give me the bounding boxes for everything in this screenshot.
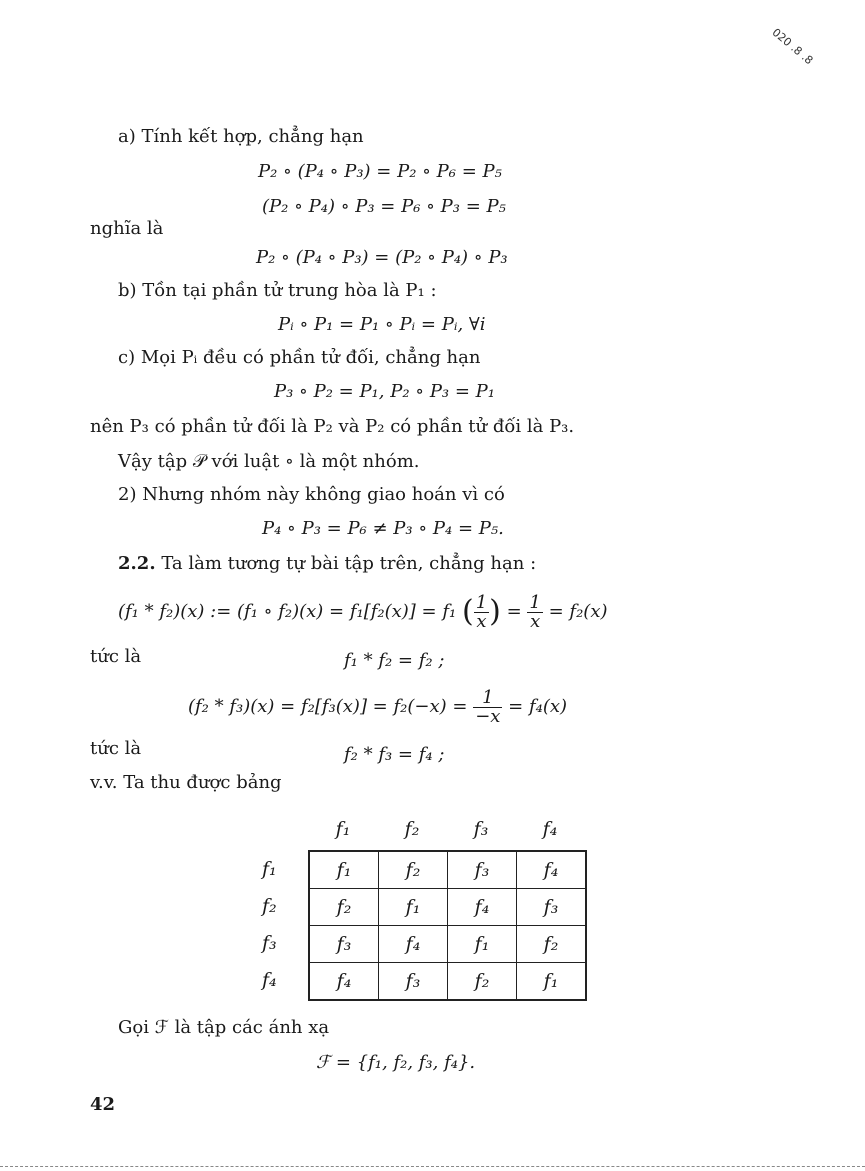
equation-f2-f3-lhs: (f₂ * f₃)(x) = f₂[f₃(x)] = f₂(−x) = (188, 696, 468, 717)
text-tuc-la-2: tức là (90, 738, 142, 759)
equation-set-f: ℱ = {f₁, f₂, f₃, f₄}. (316, 1052, 476, 1073)
table-cell: f₁ (517, 963, 587, 1001)
numerator: 1 (475, 591, 488, 613)
table-cell: f₄ (379, 926, 448, 963)
equation-f2-f3 (188, 685, 567, 729)
table-row (309, 926, 586, 963)
table-cell: f₂ (448, 963, 517, 1001)
item-c-intro: c) Mọi Pᵢ đều có phần tử đối, chẳng hạn (118, 347, 481, 368)
table-cell: f₂ (379, 851, 448, 889)
table-row-header: f₃ (262, 932, 277, 954)
table-cell: f₄ (309, 963, 379, 1001)
numerator: 1 (529, 591, 541, 613)
table-cell: f₃ (517, 889, 587, 926)
numerator: 1 (473, 689, 502, 708)
fraction-1-over-minus-x (473, 686, 502, 727)
equation-b: Pᵢ ∘ P₁ = P₁ ∘ Pᵢ = Pᵢ, ∀i (278, 314, 486, 335)
exercise-label: 2.2. (118, 553, 156, 574)
table-row-header: f₂ (262, 895, 277, 917)
equation-f2-f3-rhs: = f₄(x) (508, 696, 568, 717)
composition-table (308, 850, 587, 1001)
denominator: x (476, 610, 487, 632)
table-cell: f₃ (448, 851, 517, 889)
equation-c: P₃ ∘ P₂ = P₁, P₂ ∘ P₃ = P₁ (274, 381, 495, 402)
denominator: x (530, 610, 541, 632)
fraction-1-over-x (474, 591, 489, 632)
table-cell: f₄ (517, 851, 587, 889)
item-a-intro: a) Tính kết hợp, chẳng hạn (118, 126, 364, 147)
text-tuc-la-1: tức là (90, 646, 142, 667)
item-2-intro: 2) Nhưng nhóm này không giao hoán vì có (118, 484, 505, 505)
left-paren: ( (461, 594, 474, 629)
table-row-header: f₄ (262, 969, 277, 991)
equation-a1: P₂ ∘ (P₄ ∘ P₃) = P₂ ∘ P₆ = P₅ (258, 161, 502, 182)
exercise-2-2 (118, 553, 536, 575)
text-goi: Gọi ℱ là tập các ánh xạ (118, 1017, 330, 1038)
table-row (309, 851, 586, 889)
text-table-intro: v.v. Ta thu được bảng (90, 772, 282, 793)
fraction-1-over-x-2 (527, 591, 542, 632)
equation-f1-f2-rhs: = f₂(x) (548, 601, 608, 622)
table-row-header: f₁ (262, 858, 277, 880)
page-bottom-rule (0, 1166, 865, 1167)
page-number: 42 (90, 1094, 116, 1115)
table-cell: f₂ (309, 889, 379, 926)
table-col-header: f₁ (335, 818, 351, 840)
table-cell: f₄ (448, 889, 517, 926)
table-col-header: f₂ (404, 818, 420, 840)
exercise-text: Ta làm tương tự bài tập trên, chẳng hạn : (161, 553, 537, 574)
result-f2-f3: f₂ * f₃ = f₄ ; (344, 744, 445, 765)
table-cell: f₂ (517, 926, 587, 963)
text-nen: nên P₃ có phần tử đối là P₂ và P₂ có phần tử đối là P₃. (90, 416, 575, 437)
table-cell: f₁ (448, 926, 517, 963)
table-col-header: f₄ (542, 818, 558, 840)
denominator: −x (475, 705, 501, 727)
equation-a3: P₂ ∘ (P₄ ∘ P₃) = (P₂ ∘ P₄) ∘ P₃ (256, 247, 508, 268)
equation-a2: (P₂ ∘ P₄) ∘ P₃ = P₆ ∘ P₃ = P₅ (262, 196, 506, 217)
table-row (309, 963, 586, 1001)
corner-stamp: 020 .8 .8 (769, 25, 816, 68)
table-cell: f₁ (379, 889, 448, 926)
right-paren: ) (489, 594, 501, 629)
equation-f1-f2-lhs: (f₁ * f₂)(x) := (f₁ ∘ f₂)(x) = f₁[f₂(x)] = f₁ (118, 601, 457, 622)
table-col-header: f₃ (473, 818, 489, 840)
table-cell: f₃ (309, 926, 379, 963)
item-b-intro: b) Tồn tại phần tử trung hòa là P₁ : (118, 280, 437, 301)
table-cell: f₁ (309, 851, 379, 889)
table-row (309, 889, 586, 926)
text-conclusion-group: Vậy tập 𝒫 với luật ∘ là một nhóm. (118, 451, 420, 472)
equation-f1-f2 (118, 590, 608, 634)
text-nghia-la: nghĩa là (90, 218, 164, 239)
table-cell: f₃ (379, 963, 448, 1001)
result-f1-f2: f₁ * f₂ = f₂ ; (344, 650, 445, 671)
equation-noncommutative: P₄ ∘ P₃ = P₆ ≠ P₃ ∘ P₄ = P₅. (262, 518, 504, 539)
equals-sign: = (506, 601, 522, 622)
